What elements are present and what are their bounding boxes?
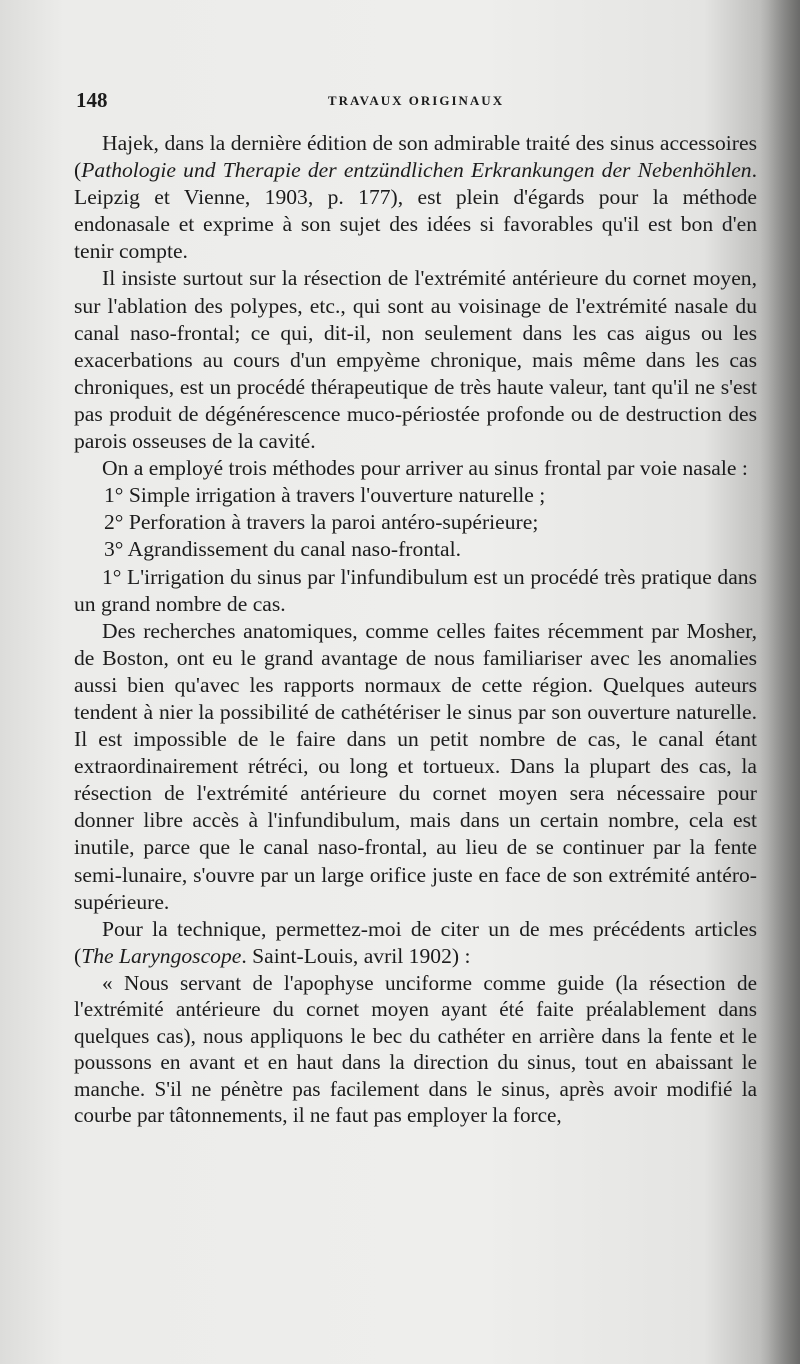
text-run: Des recherches anatomiques, comme celles faites récemment par Mosher, de Boston, ont eu le grand avantage de nous familiariser avec les anomalies aussi bien qu'avec les rapports normaux de cette région. Quelques auteurs tendent à nier la possibilité de cathétériser le sinus par son ouverture naturelle. Il est impossible de le faire dans un petit nombre de cas, le canal étant extraordinairement rétréci, ou long et tortueux. Dans la plupart des cas, la résection de l'extrémité antérieure du cornet moyen sera nécessaire pour donner libre accès à l'infundibulum, mais dans un certain nombre, cela est inutile, parce que le canal naso-frontal, au lieu de se continuer par la fente semi-lunaire, s'ouvre par un large orifice juste en face de son extrémité antéro-supérieure. (74, 618, 757, 914)
paragraph (74, 509, 757, 536)
paragraph (74, 536, 757, 563)
paragraph (74, 618, 757, 916)
paragraph (74, 482, 757, 509)
paragraph (74, 130, 757, 265)
italic-title: Pathologie und Therapie der entzündlichen Erkrankungen der Nebenhöhlen (81, 158, 752, 183)
text-run: Pour la technique, permettez-moi de citer un de mes précédents articles ( (74, 916, 757, 968)
text-run: Hajek, dans la dernière édition de son admirable traité des sinus accessoires ( (74, 131, 757, 183)
text-run: 1° Simple irrigation à travers l'ouverture naturelle ; (104, 483, 546, 508)
paragraph (74, 265, 757, 455)
text-run: On a employé trois méthodes pour arriver au sinus frontal par voie nasale : (102, 456, 748, 481)
text-run: 1° L'irrigation du sinus par l'infundibulum est un procédé très pratique dans un grand nombre de cas. (74, 564, 757, 616)
text-run: « Nous servant de l'apophyse unciforme comme guide (la résection de l'extrémité antérieure du cornet moyen ayant été faite préalablement dans quelques cas), nous appliquons le bec du cathéter en arrière dans la fente et le poussons en avant et en haut dans la direction du sinus, tout en abaissant le manche. S'il ne pénètre pas facilement dans le sinus, après avoir modifié la courbe par tâtonnements, il ne faut pas employer la force, (74, 970, 757, 1127)
page-header (76, 88, 756, 118)
paragraph (74, 564, 757, 618)
paragraph (74, 970, 757, 1128)
spine-shadow (760, 0, 800, 1364)
text-run: Il insiste surtout sur la résection de l'extrémité antérieure du cornet moyen, sur l'ablation des polypes, etc., qui sont au voisinage de l'extrémité nasale du canal naso-frontal; ce qui, dit-il, non seulement dans les cas aigus ou les exacerbations au cours d'un empyème chronique, mais même dans les cas chroniques, est un procédé thérapeutique de très haute valeur, tant qu'il ne s'est pas produit de dégénérescence muco-périostée profonde ou de destruction des parois osseuses de la cavité. (74, 266, 757, 454)
body-text (74, 130, 757, 1128)
text-run: . Leipzig et Vienne, 1903, p. 177), est plein d'égards pour la méthode endonasale et exprime à son sujet des idées si favorables qu'il est bon d'en tenir compte. (74, 158, 757, 264)
page-number: 148 (76, 88, 108, 112)
paragraph (74, 916, 757, 970)
running-head: TRAVAUX ORIGINAUX (327, 93, 505, 108)
text-run: . Saint-Louis, avril 1902) : (241, 943, 471, 968)
italic-title: The Laryngoscope (81, 943, 242, 968)
text-run: 2° Perforation à travers la paroi antéro-supérieure; (104, 510, 539, 535)
text-run: 3° Agrandissement du canal naso-frontal. (104, 537, 462, 562)
paragraph (74, 455, 757, 482)
